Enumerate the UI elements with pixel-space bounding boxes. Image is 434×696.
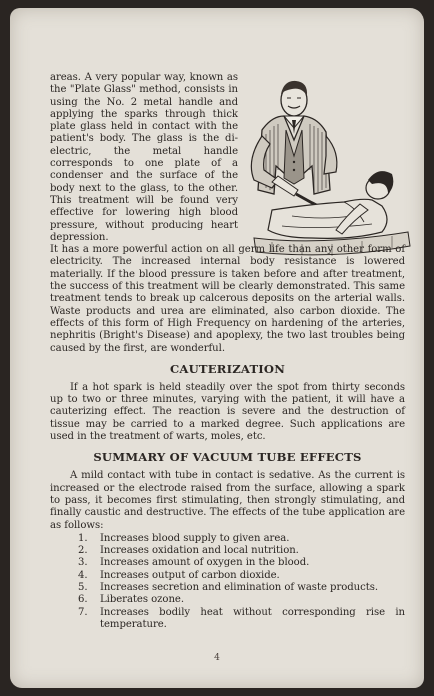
summary-heading: SUMMARY OF VACUUM TUBE EFFECTS [93, 450, 362, 465]
page-number: 4 [214, 653, 220, 663]
list-item: 4. Increases output of carbon dioxide. [78, 569, 280, 581]
list-item: 5. Increases secretion and elimination of waste products. [78, 581, 379, 593]
germ-life-paragraph: It has a more powerful action on all germ life than any other form of electricity. The increased internal body resistance is lowered materially. If the blood pressure is taken before and after treatment, the success of this treatment will be clearly demonstrated. This same treatment tends to break up calcerous deposits on the arterial walls. Waste products and urea are eliminated, also carbon dioxide. The effects of this form of High Frequency on hardening of the arteries, nephritis (Bright's Disease) and apoplexy, the two last troubles being caused by the first, are wonderful. [50, 244, 405, 354]
list-item: 1. Increases blood supply to given area. [78, 532, 290, 544]
list-item: 2. Increases oxidation and local nutrition. [78, 545, 299, 557]
book-page [10, 8, 424, 688]
effects-list [50, 533, 405, 631]
list-item: 3. Increases amount of oxygen in the blood. [78, 557, 310, 569]
intro-paragraph: areas. A very popular way, known as the "Plate Glass" method, consists in using the No. 2 metal handle and applying the sparks through thick plate glass held in contact with the patient's body. The glass is the di-electric, the metal handle corresponds to one plate of a condenser and the surface of the body next to the glass, to the other. This treatment will be found very effective for lowering high blood pressure, without producing heart depression. [50, 72, 238, 243]
list-item: 6. Liberates ozone. [78, 594, 184, 606]
summary-paragraph: A mild contact with tube in contact is sedative. As the current is increased or the electrode raised from the surface, allowing a spark to pass, it becomes first stimulating, then strongly stimulating, and finally caustic and destructive. The effects of the tube application are as follows: [50, 470, 405, 531]
cauterization-paragraph: If a hot spark is held steadily over the spot from thirty seconds up to two or three minutes, varying with the patient, it will have a cauterizing effect. The reaction is severe and the destruction of tissue may be carried to a marked degree. Such applications are used in the treatment of warts, moles, etc. [50, 381, 405, 443]
cauterization-heading: CAUTERIZATION [169, 361, 286, 376]
body-text [50, 72, 405, 631]
list-item: 7. Increases bodily heat without corresponding rise in temperature. [78, 606, 405, 630]
